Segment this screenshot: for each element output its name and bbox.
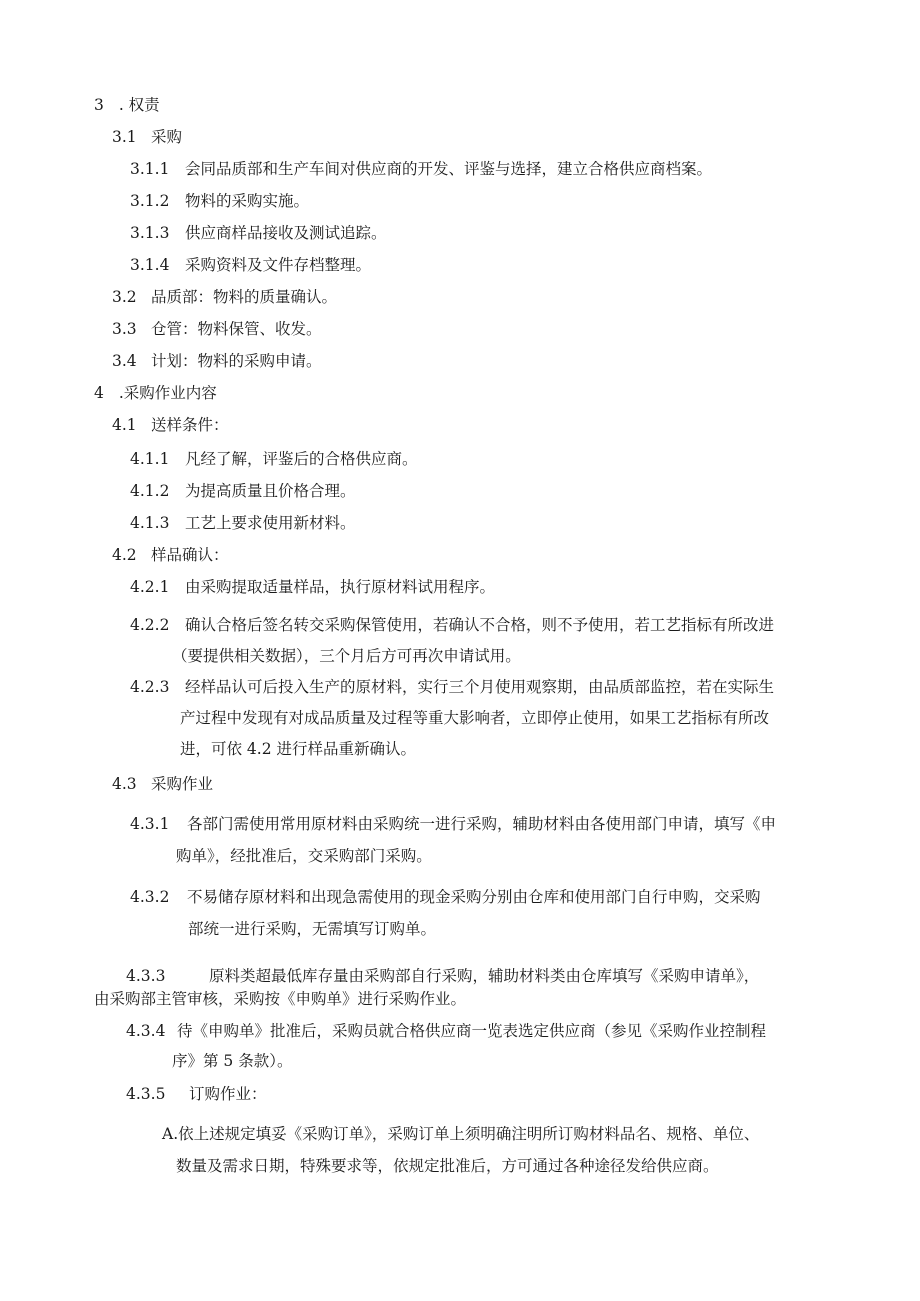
item-3-2 <box>112 288 337 307</box>
item-4-2-2 <box>130 616 774 635</box>
item-text: 会同品质部和生产车间对供应商的开发、评鉴与选择，建立合格供应商档案。 <box>184 160 712 178</box>
item-4-2-3-continuation-2: 进，可依 4.2 进行样品重新确认。 <box>180 740 417 758</box>
heading-number: 4 <box>94 384 104 402</box>
item-4-3-2 <box>130 888 760 907</box>
heading-title: .采购作业内容 <box>118 384 217 402</box>
item-text-line1: 原料类超最低库存量由采购部自行采购，辅助材料类由仓库填写《采购申请单》， <box>208 967 760 985</box>
heading-title: 采购 <box>150 128 182 146</box>
item-4-3-2-continuation: 部统一进行采购，无需填写订购单。 <box>188 920 437 938</box>
item-number: 4.2.1 <box>130 578 170 596</box>
heading-title: 采购作业 <box>150 775 213 793</box>
item-number: 4.1.3 <box>130 514 170 532</box>
item-4-3-3-continuation: 由采购部主管审核，采购按《申购单》进行采购作业。 <box>94 990 467 1008</box>
item-number: 3.4 <box>112 352 137 370</box>
item-number: 3.1.1 <box>130 160 170 178</box>
item-text-line1: 待《申购单》批准后，采购员就合格供应商一览表选定供应商（参见《采购作业控制程 <box>176 1022 766 1040</box>
item-number: 3.1.2 <box>130 192 170 210</box>
item-4-3-3 <box>126 967 759 986</box>
item-text: 由采购提取适量样品，执行原材料试用程序。 <box>184 578 495 596</box>
item-text-line1: 经样品认可后投入生产的原材料，实行三个月使用观察期，由品质部监控，若在实际生 <box>184 678 774 696</box>
item-4-1-1 <box>130 450 417 469</box>
item-number: 4.3.4 <box>126 1022 166 1040</box>
item-4-2-2-continuation: （要提供相关数据），三个月后方可再次申请试用。 <box>172 647 521 665</box>
item-text: 供应商样品接收及测试追踪。 <box>184 224 387 242</box>
item-text-line1: 不易储存原材料和出现急需使用的现金采购分别由仓库和使用部门自行申购，交采购 <box>186 888 761 906</box>
item-number: 4.1.1 <box>130 450 170 468</box>
item-text: 仓管：物料保管、收发。 <box>150 320 322 338</box>
item-4-2-1 <box>130 578 495 597</box>
item-number: 3.1.4 <box>130 256 170 274</box>
item-text: 订购作业： <box>188 1085 267 1103</box>
item-number: 3.1.3 <box>130 224 170 242</box>
item-3-3 <box>112 320 321 339</box>
item-4-2-3-continuation-1: 产过程中发现有对成品质量及过程等重大影响者，立即停止使用，如果工艺指标有所改 <box>180 709 770 727</box>
item-number: 4.3.2 <box>130 888 170 906</box>
item-3-1-1 <box>130 160 712 179</box>
item-4-3-1-continuation: 购单》，经批准后，交采购部门采购。 <box>176 847 432 865</box>
item-text-line1: 各部门需使用常用原材料由采购统一进行采购，辅助材料由各使用部门申请，填写《申 <box>186 815 776 833</box>
item-number: 4.3.5 <box>126 1085 166 1103</box>
heading-3 <box>94 96 160 115</box>
heading-title: 送样条件： <box>150 416 229 434</box>
item-number: 4.2.3 <box>130 678 170 696</box>
heading-4-1 <box>112 416 228 435</box>
item-text: 物料的采购实施。 <box>184 192 309 210</box>
item-3-1-3 <box>130 224 386 243</box>
item-text: 工艺上要求使用新材料。 <box>184 514 356 532</box>
item-3-4 <box>112 352 321 371</box>
heading-number: 4.2 <box>112 546 137 564</box>
heading-number: 4.1 <box>112 416 137 434</box>
item-number: 3.3 <box>112 320 137 338</box>
heading-title: . 权责 <box>118 96 160 114</box>
heading-4-3 <box>112 775 213 794</box>
item-number: 4.1.2 <box>130 482 170 500</box>
item-4-3-4 <box>126 1022 766 1041</box>
item-number: 3.2 <box>112 288 137 306</box>
item-text: 品质部：物料的质量确认。 <box>150 288 337 306</box>
item-4-1-3 <box>130 514 355 533</box>
item-3-1-2 <box>130 192 309 211</box>
heading-title: 样品确认： <box>150 546 229 564</box>
heading-number: 4.3 <box>112 775 137 793</box>
item-4-3-5-a-continuation: 数量及需求日期，特殊要求等，依规定批准后，方可通过各种途径发给供应商。 <box>176 1157 719 1175</box>
item-4-3-4-continuation: 序》第 5 条款）。 <box>172 1052 293 1070</box>
item-4-1-2 <box>130 482 355 501</box>
heading-4-2 <box>112 546 228 565</box>
item-number: 4.2.2 <box>130 616 170 634</box>
item-text: 采购资料及文件存档整理。 <box>184 256 371 274</box>
heading-3-1 <box>112 128 182 147</box>
item-4-3-5 <box>126 1085 266 1104</box>
item-number: 4.3.1 <box>130 815 170 833</box>
item-label: A. <box>162 1125 179 1143</box>
item-number: 4.3.3 <box>126 967 166 985</box>
item-text: 为提高质量且价格合理。 <box>184 482 356 500</box>
item-4-3-1 <box>130 815 776 834</box>
item-text: 计划：物料的采购申请。 <box>150 352 322 370</box>
item-text-line1: 依上述规定填妥《采购订单》，采购订单上须明确注明所订购材料品名、规格、单位、 <box>178 1125 760 1143</box>
heading-number: 3 <box>94 96 104 114</box>
item-4-2-3 <box>130 678 774 697</box>
item-4-3-5-a <box>162 1125 759 1144</box>
item-3-1-4 <box>130 256 371 275</box>
heading-4 <box>94 384 217 403</box>
item-text-line1: 确认合格后签名转交采购保管使用，若确认不合格，则不予使用，若工艺指标有所改进 <box>184 616 774 634</box>
item-text: 凡经了解，评鉴后的合格供应商。 <box>184 450 418 468</box>
heading-number: 3.1 <box>112 128 137 146</box>
